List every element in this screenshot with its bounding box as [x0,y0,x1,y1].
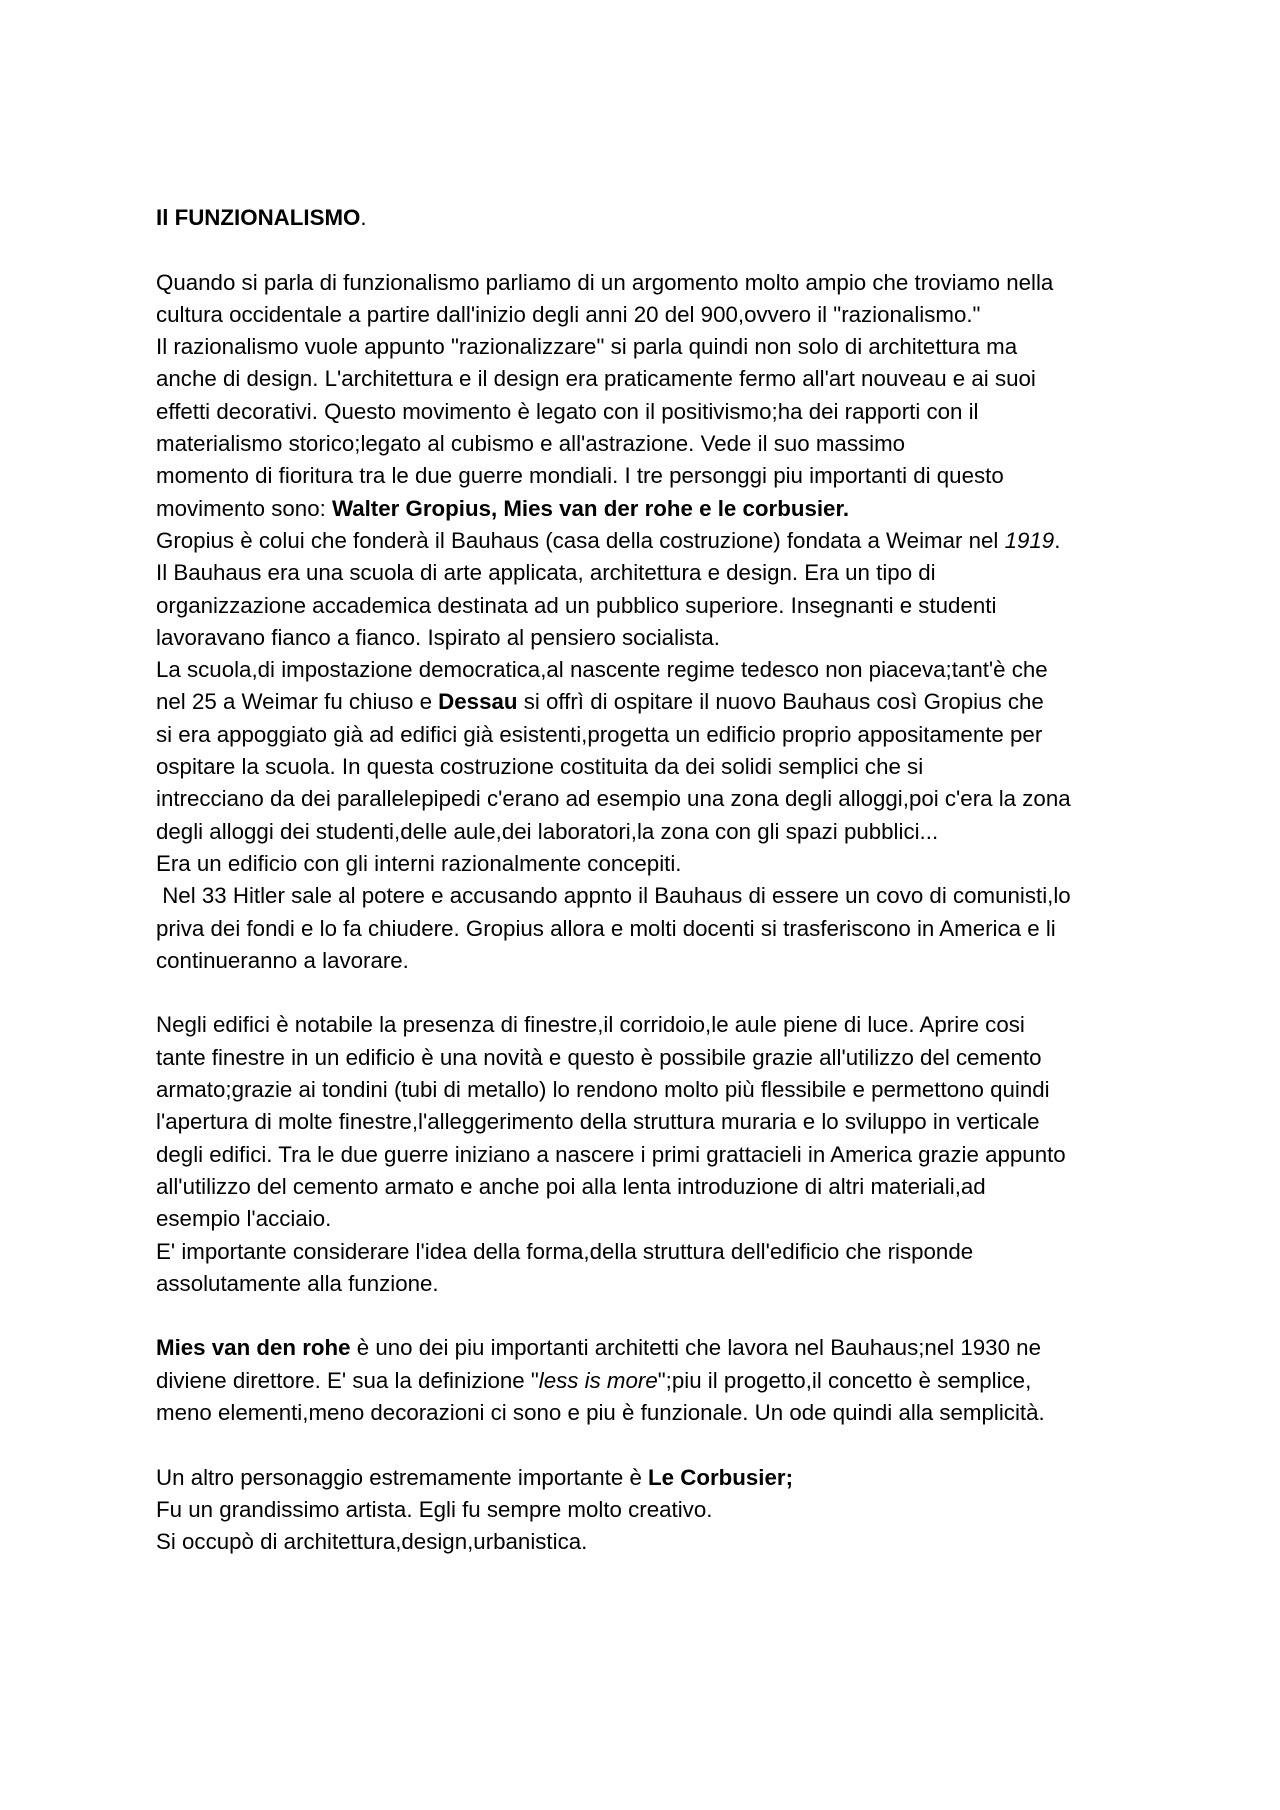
text-line: esempio l'acciaio. [156,1206,332,1232]
text-line: effetti decorativi. Questo movimento è legato con il positivismo;ha dei rapporti con il [156,398,979,424]
text-line: assolutamente alla funzione. [156,1270,439,1296]
text-fragment: è uno dei piu importanti architetti che lavora nel Bauhaus;nel 1930 ne [350,1335,1041,1361]
text-line: tante finestre in un edificio è una novità e questo è possibile grazie all'utilizzo del cemento [156,1044,1042,1070]
architects-names: Walter Gropius, Mies van der rohe e le corbusier. [331,495,850,521]
text-fragment: ";piu il progetto,il concetto è semplice, [657,1367,1032,1393]
text-line [156,493,1146,525]
text-line: continueranno a lavorare. [156,947,409,973]
text-line: ospitare la scuola. In questa costruzione costituita da dei solidi semplici che si [156,754,924,780]
text-line [156,1332,1146,1364]
le-corbusier-name: Le Corbusier; [648,1464,793,1490]
text-line: priva dei fondi e lo fa chiudere. Gropius allora e molti docenti si trasferiscono in America e li [156,915,1056,941]
text-line: cultura occidentale a partire dall'inizio degli anni 20 del 900,ovvero il "razionalismo." [156,301,981,327]
blank-line [156,234,1146,266]
text-fragment: si offrì di ospitare il nuovo Bauhaus così Gropius che [517,689,1044,715]
text-line: si era appoggiato già ad edifici già esistenti,progetta un edificio proprio appositamente per [156,721,1043,747]
text-line: Era un edificio con gli interni razionalmente concepiti. [156,850,682,876]
blank-line [156,977,1146,1009]
text-line [156,686,1146,718]
text-fragment: nel 25 a Weimar fu chiuso e [156,689,439,715]
blank-line [156,1429,1146,1461]
document-title-line [156,202,1146,234]
text-line: E' importante considerare l'idea della forma,della struttura dell'edificio che risponde [156,1238,974,1264]
text-line [156,1462,1146,1494]
title-punctuation: . [360,205,367,230]
text-line: Quando si parla di funzionalismo parliamo di un argomento molto ampio che troviamo nella [156,269,1054,295]
text-fragment: . [1054,527,1061,553]
less-is-more-quote: less is more [538,1367,658,1393]
text-line: Si occupò di architettura,design,urbanistica. [156,1529,588,1555]
text-line: degli edifici. Tra le due guerre iniziano a nascere i primi grattacieli in America grazie appunto [156,1141,1066,1167]
text-line: l'apertura di molte finestre,l'alleggerimento della struttura muraria e lo sviluppo in verticale [156,1109,1040,1135]
text-line: meno elementi,meno decorazioni ci sono e piu è funzionale. Un ode quindi alla semplicità. [156,1399,1045,1425]
text-line: intrecciano da dei parallelepipedi c'erano ad esempio una zona degli alloggi,poi c'era la zona [156,786,1071,812]
text-line: anche di design. L'architettura e il design era praticamente fermo all'art nouveau e ai suoi [156,366,1036,392]
text-line: Negli edifici è notabile la presenza di finestre,il corridoio,le aule piene di luce. Aprire cosi [156,1012,1025,1038]
text-line [156,525,1146,557]
text-line [156,1365,1146,1397]
text-line: organizzazione accademica destinata ad un pubblico superiore. Insegnanti e studenti [156,592,997,618]
text-fragment: Gropius è colui che fonderà il Bauhaus (casa della costruzione) fondata a Weimar nel [156,527,1005,553]
text-line: La scuola,di impostazione democratica,al nascente regime tedesco non piaceva;tant'è che [156,657,1048,683]
text-line: all'utilizzo del cemento armato e anche poi alla lenta introduzione di altri materiali,ad [156,1173,986,1199]
text-line: degli alloggi dei studenti,delle aule,dei laboratori,la zona con gli spazi pubblici... [156,818,939,844]
document-title: Il FUNZIONALISMO [156,205,361,230]
text-fragment: movimento sono: [156,495,332,521]
text-line: Il Bauhaus era una scuola di arte applicata, architettura e design. Era un tipo di [156,560,936,586]
founding-year: 1919 [1004,527,1055,553]
text-line: armato;grazie ai tondini (tubi di metallo) lo rendono molto più flessibile e permettono quindi [156,1077,1050,1103]
text-line: Il razionalismo vuole appunto "razionalizzare" si parla quindi non solo di architettura ma [156,334,1018,360]
text-fragment: diviene direttore. E' sua la definizione " [156,1367,539,1393]
blank-line [156,1300,1146,1332]
dessau-name: Dessau [438,689,518,715]
document-body [156,202,1146,1558]
text-line: Nel 33 Hitler sale al potere e accusando appnto il Bauhaus di essere un covo di comunisti,lo [156,883,1071,909]
mies-name: Mies van den rohe [156,1335,351,1361]
text-line: materialismo storico;legato al cubismo e all'astrazione. Vede il suo massimo [156,431,906,457]
text-line: momento di fioritura tra le due guerre mondiali. I tre personggi piu importanti di questo [156,463,1004,489]
text-line: lavoravano fianco a fianco. Ispirato al pensiero socialista. [156,624,720,650]
text-fragment: Un altro personaggio estremamente importante è [156,1464,649,1490]
text-line: Fu un grandissimo artista. Egli fu sempre molto creativo. [156,1496,713,1522]
